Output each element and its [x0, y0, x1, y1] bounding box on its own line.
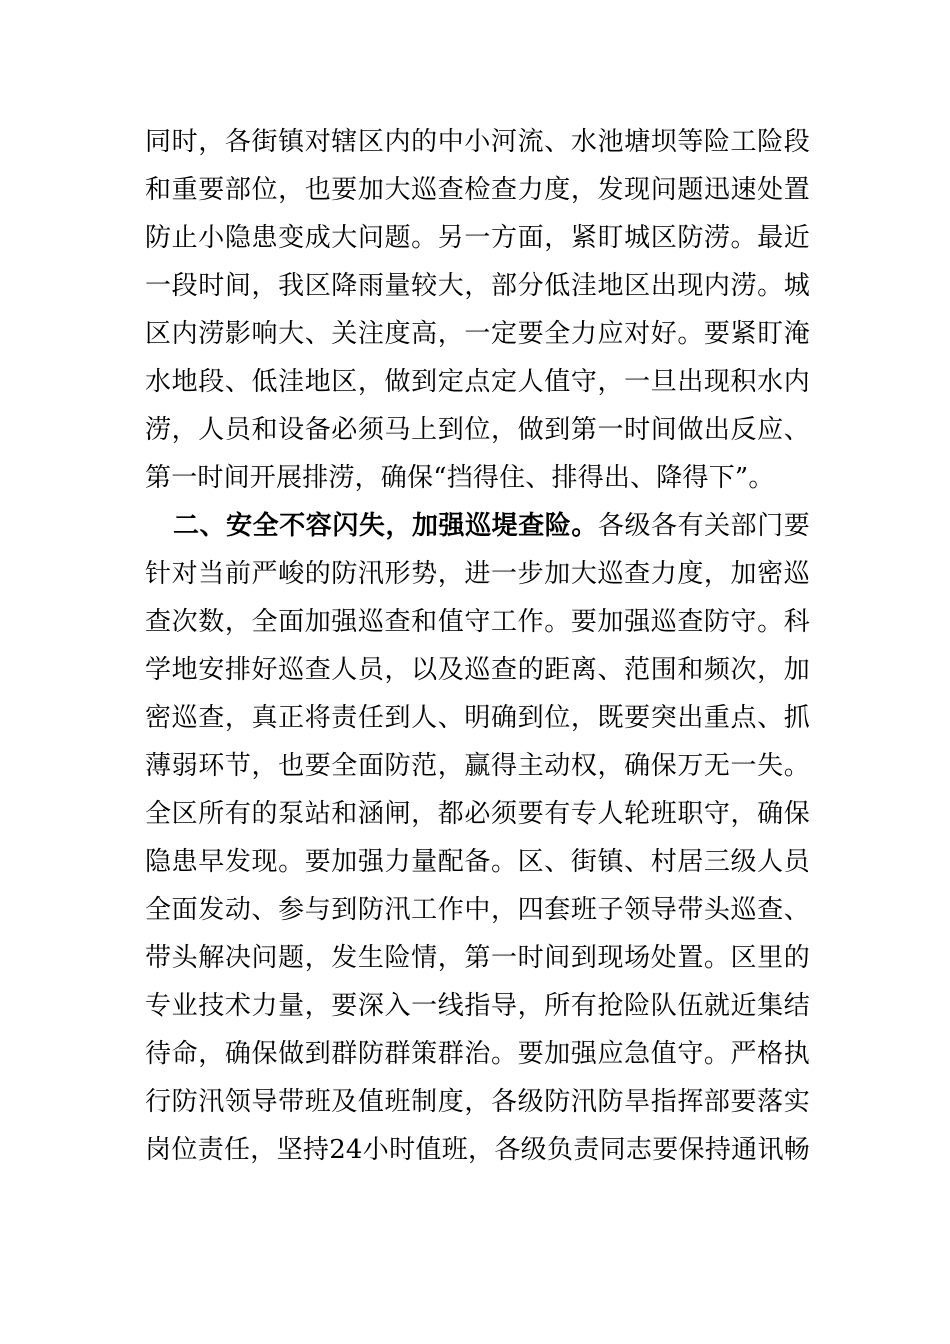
- text-line: 区内涝影响大、关注度高，一定要全力应对好。要紧盯淹: [145, 319, 810, 349]
- paragraph-first-line: [145, 502, 810, 550]
- text-line: 一段时间，我区降雨量较大，部分低洼地区出现内涝。城: [145, 271, 810, 301]
- text-line: 隐患早发现。要加强力量配备。区、街镇、村居三级人员: [145, 847, 810, 877]
- paragraph-embankment-patrol: [145, 502, 810, 1174]
- text-line: 待命，确保做到群防群策群治。要加强应急值守。严格执: [145, 1039, 810, 1069]
- paragraph-flood-prevention: [145, 118, 810, 502]
- section-heading: 二、安全不容闪失，加强巡堤查险。: [173, 511, 598, 541]
- text-line: 查次数，全面加强巡查和值守工作。要加强巡查防守。科: [145, 607, 810, 637]
- heading-line-rest: 各级各有关部门要: [597, 511, 810, 541]
- text-line: 薄弱环节，也要全面防范，赢得主动权，确保万无一失。: [145, 751, 810, 781]
- text-line: 密巡查，真正将责任到人、明确到位，既要突出重点、抓: [145, 703, 810, 733]
- text-line: 同时，各街镇对辖区内的中小河流、水池塘坝等险工险段: [145, 127, 810, 157]
- text-line: 涝，人员和设备必须马上到位，做到第一时间做出反应、: [145, 415, 810, 445]
- text-line: 专业技术力量，要深入一线指导，所有抢险队伍就近集结: [145, 991, 810, 1021]
- text-line: 学地安排好巡查人员，以及巡查的距离、范围和频次，加: [145, 655, 810, 685]
- text-line: 带头解决问题，发生险情，第一时间到现场处置。区里的: [145, 943, 810, 973]
- text-line: 岗位责任，坚持24小时值班，各级负责同志要保持通讯畅: [145, 1135, 810, 1165]
- text-line: 第一时间开展排涝，确保“挡得住、排得出、降得下”。: [145, 463, 775, 493]
- text-line: 水地段、低洼地区，做到定点定人值守，一旦出现积水内: [145, 367, 810, 397]
- text-line: 和重要部位，也要加大巡查检查力度，发现问题迅速处置: [145, 175, 810, 205]
- text-line: 全区所有的泵站和涵闸，都必须要有专人轮班职守，确保: [145, 799, 810, 829]
- text-line: 行防汛领导带班及值班制度，各级防汛防旱指挥部要落实: [145, 1087, 810, 1117]
- text-line: 全面发动、参与到防汛工作中，四套班子领导带头巡查、: [145, 895, 810, 925]
- text-line: 防止小隐患变成大问题。另一方面，紧盯城区防涝。最近: [145, 223, 810, 253]
- text-line: 针对当前严峻的防汛形势，进一步加大巡查力度，加密巡: [145, 559, 810, 589]
- document-body: [145, 118, 810, 1174]
